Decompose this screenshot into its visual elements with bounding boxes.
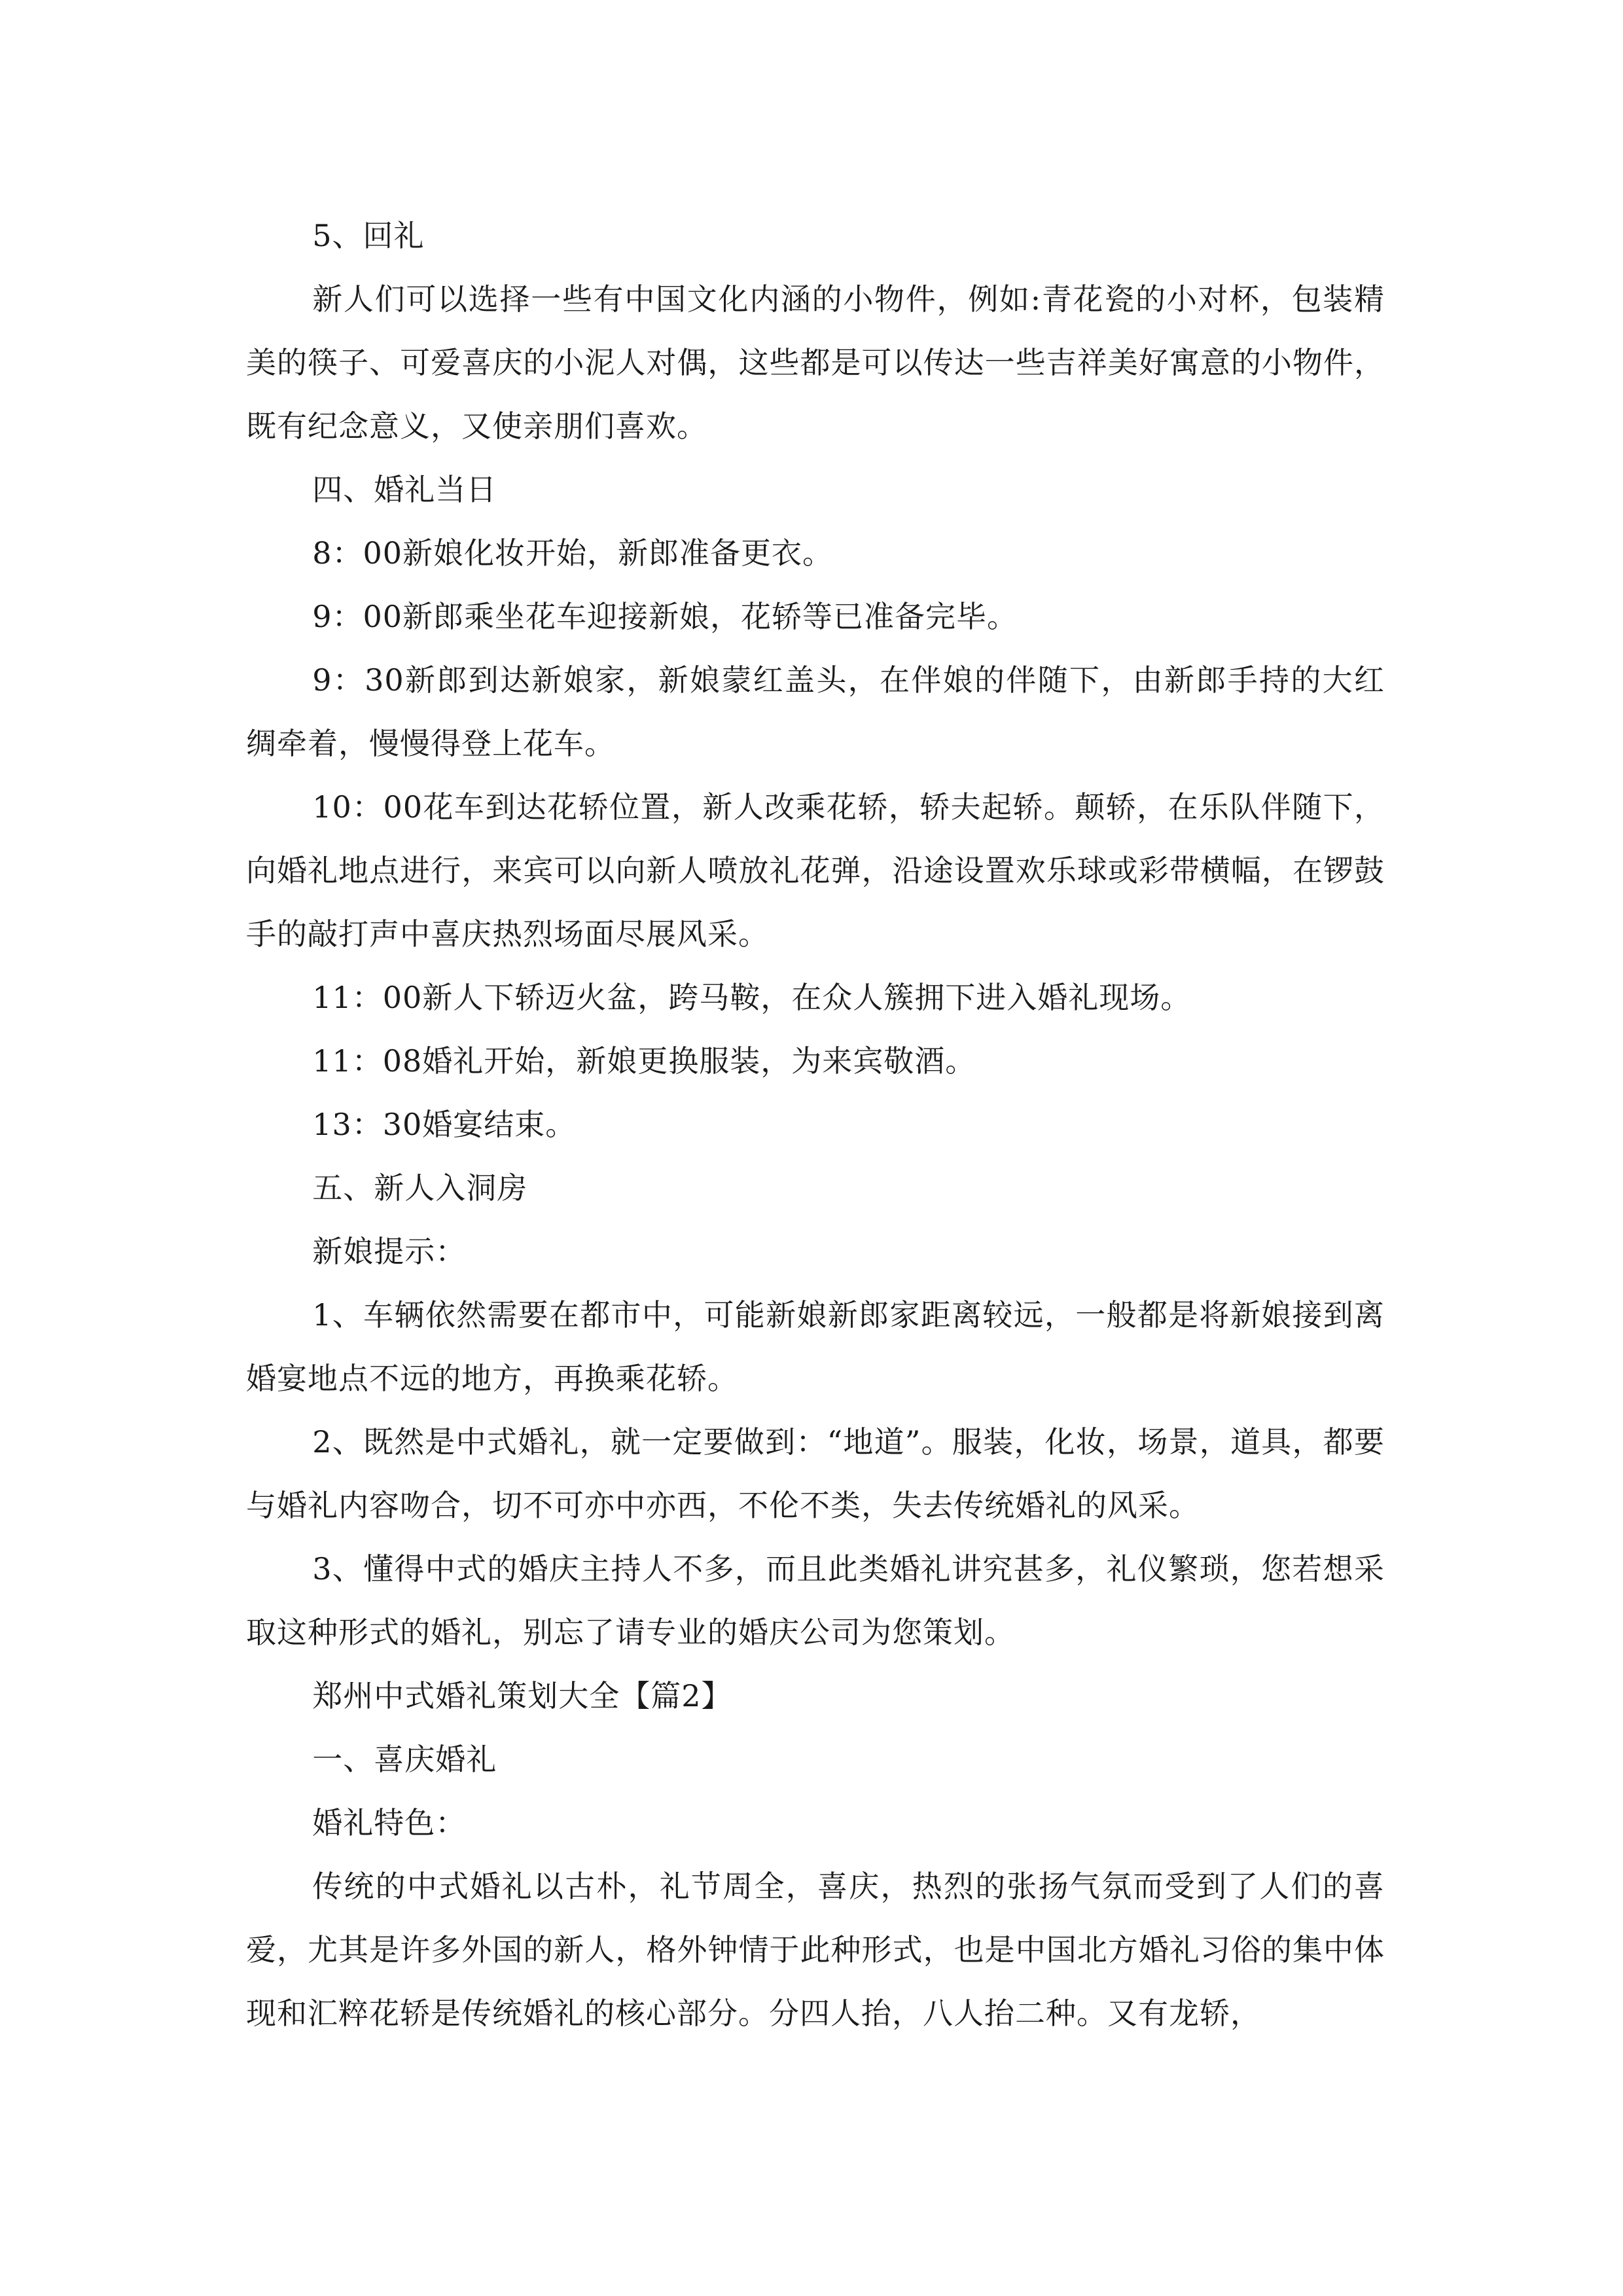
tip-item: 3、懂得中式的婚庆主持人不多，而且此类婚礼讲究甚多，礼仪繁琐，您若想采取这种形式的婚礼，别忘了请专业的婚庆公司为您策划。 (246, 1551, 1385, 1650)
section-title: 郑州中式婚礼策划大全【篇2】 (312, 1678, 732, 1713)
heading-return-gift: 5、回礼 (312, 218, 425, 253)
schedule-item: 13：30婚宴结束。 (312, 1107, 577, 1142)
heading-festive-wedding: 一、喜庆婚礼 (312, 1742, 497, 1777)
schedule-item: 11：08婚礼开始，新娘更换服装，为来宾敬酒。 (312, 1043, 976, 1079)
heading-bride-tips: 新娘提示： (312, 1234, 467, 1269)
document-body (246, 204, 1385, 2045)
heading-bridal-chamber: 五、新人入洞房 (312, 1170, 528, 1206)
tip-item: 1、车辆依然需要在都市中，可能新娘新郎家距离较远，一般都是将新娘接到离婚宴地点不远的地方，再换乘花轿。 (246, 1297, 1385, 1396)
schedule-item: 11：00新人下轿迈火盆，跨马鞍，在众人簇拥下进入婚礼现场。 (312, 980, 1192, 1015)
heading-wedding-features: 婚礼特色： (312, 1805, 467, 1840)
schedule-item: 9：00新郎乘坐花车迎接新娘，花轿等已准备完毕。 (312, 599, 1018, 634)
paragraph-return-gift: 新人们可以选择一些有中国文化内涵的小物件，例如:青花瓷的小对杯，包装精美的筷子、可爱喜庆的小泥人对偶，这些都是可以传达一些吉祥美好寓意的小物件，既有纪念意义，又使亲朋们喜欢。 (246, 281, 1385, 444)
schedule-item: 9：30新郎到达新娘家，新娘蒙红盖头，在伴娘的伴随下，由新郎手持的大红绸牵着，慢慢得登上花车。 (246, 662, 1385, 761)
paragraph-wedding-features: 传统的中式婚礼以古朴，礼节周全，喜庆，热烈的张扬气氛而受到了人们的喜爱，尤其是许多外国的新人，格外钟情于此种形式，也是中国北方婚礼习俗的集中体现和汇粹花轿是传统婚礼的核心部分。分四人抬，八人抬二种。又有龙轿， (246, 1869, 1385, 2031)
schedule-item: 10：00花车到达花轿位置，新人改乘花轿，轿夫起轿。颠轿，在乐队伴随下，向婚礼地点进行，来宾可以向新人喷放礼花弹，沿途设置欢乐球或彩带横幅，在锣鼓手的敲打声中喜庆热烈场面尽展风采。 (246, 789, 1385, 952)
tip-item: 2、既然是中式婚礼，就一定要做到：“地道”。服装，化妆，场景，道具，都要与婚礼内容吻合，切不可亦中亦西，不伦不类，失去传统婚礼的风采。 (246, 1424, 1385, 1523)
schedule-item: 8：00新娘化妆开始，新郎准备更衣。 (312, 535, 833, 571)
heading-wedding-day: 四、婚礼当日 (312, 472, 497, 507)
